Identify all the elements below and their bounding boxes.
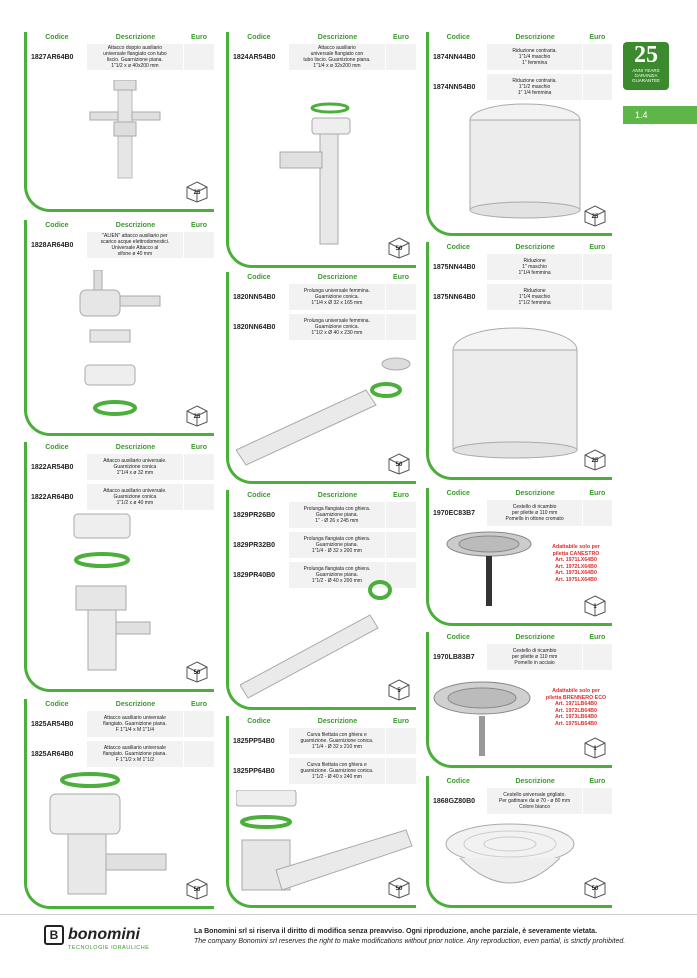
section-number: 1.4 bbox=[623, 106, 697, 124]
package-quantity-box bbox=[186, 661, 208, 683]
product-price bbox=[582, 44, 612, 70]
product-row bbox=[27, 232, 214, 258]
footer-divider bbox=[0, 914, 697, 915]
card-header bbox=[27, 442, 214, 453]
product-row bbox=[229, 728, 416, 754]
disclaimer-english: The company Bonomini srl reserves the right to make modifications without prior notice. Any reproduction, even partial, is strictly prohibited. bbox=[194, 938, 626, 945]
product-price bbox=[582, 788, 612, 814]
product-code: 1829PR32B0 bbox=[233, 541, 276, 549]
product-image-1822 bbox=[70, 510, 180, 680]
product-code: 1827AR64B0 bbox=[31, 53, 74, 61]
header-code: Codice bbox=[45, 444, 69, 451]
product-price bbox=[385, 314, 416, 340]
compatibility-note: Adattabile solo per piletta CANESTRO Art. 1971LX64B0 Art. 1972LX64B0 Art. 1973LX64B0 Art. 1975LX64B0 bbox=[552, 544, 600, 583]
guarantee-badge bbox=[623, 42, 669, 90]
product-description: Attacco ausiliario universale flangiato con tubo liscio. Guarnizione piana. 1"1/4 x ø 32x200 mm bbox=[289, 44, 386, 70]
product-row bbox=[229, 758, 416, 784]
product-row bbox=[27, 484, 214, 510]
product-description: Attacco ausiliario universale. Guarnizione conica 1"1/2 x ø 40 mm bbox=[87, 484, 184, 510]
product-description: Riduzione 1"1/4 maschio 1"1/2 femmina bbox=[487, 284, 582, 310]
product-code: 1825PP64B0 bbox=[233, 767, 275, 775]
badge-text: ANNI YEARS GARANZIA GUARANTEE bbox=[631, 68, 660, 83]
badge-number: 25 bbox=[634, 42, 658, 68]
card-header bbox=[229, 32, 416, 43]
package-quantity: 50 bbox=[193, 887, 201, 893]
header-euro: Euro bbox=[393, 274, 409, 281]
product-description: Attacco ausiliario universale flangiato. Guarnizione piana. F 1"1/4 x M 1"1/4 bbox=[87, 711, 184, 737]
compatibility-note: Adattabile solo per piletta BRENNERO ECO Art. 1971LB64B0 Art. 1972LB64B0 Art. 1973LB64B0 Art. 1975LB64B0 bbox=[545, 688, 607, 727]
product-price bbox=[183, 44, 214, 70]
product-row bbox=[229, 502, 416, 528]
header-desc: Descrizione bbox=[115, 34, 156, 41]
product-description: Riduzione contraria. 1"1/2 maschio 1" 1/4 femmina bbox=[487, 74, 582, 100]
product-image-1829 bbox=[240, 570, 400, 700]
package-quantity: 25 bbox=[591, 458, 599, 464]
product-description: Prolunga universale femmina. Guarnizione conica. 1"1/4 x Ø 32 x 165 mm bbox=[289, 284, 386, 310]
product-code: 1874NN54B0 bbox=[433, 83, 476, 91]
product-description: Prolunga flangiata con ghiera. Guarnizione piana. 1" - Ø 26 x 245 mm bbox=[289, 502, 386, 528]
header-euro: Euro bbox=[191, 34, 207, 41]
header-euro: Euro bbox=[393, 34, 409, 41]
product-image-1875 bbox=[440, 320, 590, 460]
product-description: Attacco ausiliario universale. Guarnizione conica 1"1/4 x ø 32 mm bbox=[87, 454, 184, 480]
package-quantity-box bbox=[584, 877, 606, 899]
product-code: 1825AR64B0 bbox=[31, 750, 74, 758]
header-desc: Descrizione bbox=[317, 274, 358, 281]
product-price bbox=[582, 254, 612, 280]
product-row bbox=[229, 314, 416, 340]
product-row bbox=[429, 254, 612, 280]
card-header bbox=[429, 776, 612, 787]
product-image-1874 bbox=[460, 100, 590, 220]
product-row bbox=[229, 532, 416, 558]
card-header bbox=[27, 220, 214, 231]
brand-logo bbox=[44, 925, 164, 959]
product-code: 1829PR26B0 bbox=[233, 511, 276, 519]
package-quantity: 50 bbox=[395, 246, 403, 252]
header-desc: Descrizione bbox=[515, 244, 555, 251]
product-description: Prolunga flangiata con ghiera. Guarnizione piana. 1"1/4 - Ø 32 x 200 mm bbox=[289, 532, 386, 558]
header-desc: Descrizione bbox=[317, 718, 358, 725]
product-row bbox=[27, 741, 214, 767]
product-price bbox=[183, 232, 214, 258]
product-description: Attacco ausiliario universale flangiato. Guarnizione piana. F 1"1/2 x M 1"1/2 bbox=[87, 741, 184, 767]
product-row bbox=[429, 74, 612, 100]
product-code: 1822AR54B0 bbox=[31, 463, 74, 471]
product-price bbox=[385, 284, 416, 310]
product-row bbox=[429, 644, 612, 670]
product-price bbox=[385, 44, 416, 70]
header-euro: Euro bbox=[589, 490, 606, 497]
card-header bbox=[429, 488, 612, 499]
header-code: Codice bbox=[45, 34, 69, 41]
header-desc: Descrizione bbox=[115, 701, 156, 708]
header-euro: Euro bbox=[393, 718, 409, 725]
product-price bbox=[385, 728, 416, 754]
header-euro: Euro bbox=[191, 222, 207, 229]
header-code: Codice bbox=[446, 34, 470, 41]
package-quantity: 50 bbox=[395, 462, 403, 468]
header-euro: Euro bbox=[191, 701, 207, 708]
package-quantity: 25 bbox=[193, 414, 201, 420]
product-image-double-attacco bbox=[70, 80, 180, 180]
package-quantity: 1 bbox=[593, 604, 597, 610]
package-quantity-box bbox=[186, 181, 208, 203]
product-description: "ALIEN" attacco ausiliario per scarico acque elettrodomestici. Universale Attacco al sifone ø 40 mm bbox=[87, 232, 184, 258]
product-price bbox=[582, 74, 612, 100]
package-quantity-box bbox=[388, 237, 410, 259]
package-quantity-box bbox=[584, 595, 606, 617]
product-price bbox=[385, 502, 416, 528]
header-code: Codice bbox=[446, 634, 470, 641]
header-code: Codice bbox=[446, 778, 470, 785]
package-quantity: 5 bbox=[397, 688, 401, 694]
package-quantity-box bbox=[584, 737, 606, 759]
header-desc: Descrizione bbox=[515, 634, 555, 641]
product-description: Cestello di ricambio per pilette ø 110 mm Pomello in acciaio bbox=[487, 644, 582, 670]
product-code: 1825AR54B0 bbox=[31, 720, 74, 728]
header-euro: Euro bbox=[589, 34, 606, 41]
header-code: Codice bbox=[45, 701, 69, 708]
product-code: 1875NN64B0 bbox=[433, 293, 476, 301]
product-price bbox=[183, 741, 214, 767]
product-description: Cestello di ricambio per pilette ø 110 mm Pomello in ottone cromato bbox=[487, 500, 582, 526]
product-description: Riduzione contraria. 1"1/4 maschio 1" femmina bbox=[487, 44, 582, 70]
product-image-alien bbox=[70, 270, 190, 420]
product-row bbox=[27, 44, 214, 70]
card-header bbox=[429, 632, 612, 643]
product-price bbox=[183, 484, 214, 510]
header-code: Codice bbox=[446, 244, 470, 251]
product-code: 1824AR54B0 bbox=[233, 53, 276, 61]
product-code: 1820NN64B0 bbox=[233, 323, 276, 331]
product-price bbox=[582, 284, 612, 310]
header-code: Codice bbox=[247, 492, 271, 499]
product-code: 1868GZ80B0 bbox=[433, 797, 476, 805]
header-euro: Euro bbox=[393, 492, 409, 499]
card-header bbox=[429, 242, 612, 253]
product-description: Curva filettata con ghiera e guarnizione. Guarnizione conica. 1"1/2 - Ø 40 x 240 mm bbox=[289, 758, 386, 784]
header-desc: Descrizione bbox=[317, 492, 358, 499]
product-code: 1970LB83B7 bbox=[433, 653, 475, 661]
logo-name: bonomini bbox=[68, 926, 140, 943]
product-row bbox=[27, 454, 214, 480]
product-code: 1825PP54B0 bbox=[233, 737, 275, 745]
product-code: 1829PR40B0 bbox=[233, 571, 276, 579]
product-code: 1828AR64B0 bbox=[31, 241, 74, 249]
header-euro: Euro bbox=[589, 634, 606, 641]
package-quantity: 50 bbox=[193, 670, 201, 676]
header-desc: Descrizione bbox=[115, 222, 156, 229]
product-description: Prolunga universale femmina. Guarnizione conica. 1"1/2 x Ø 40 x 230 mm bbox=[289, 314, 386, 340]
product-description: Curva filettata con ghiera e guarnizione. Guarnizione conica. 1"1/4 - Ø 32 x 210 mm bbox=[289, 728, 386, 754]
header-desc: Descrizione bbox=[317, 34, 358, 41]
product-price bbox=[385, 758, 416, 784]
product-code: 1874NN44B0 bbox=[433, 53, 476, 61]
product-image-1825 bbox=[40, 770, 190, 900]
header-euro: Euro bbox=[589, 778, 606, 785]
header-code: Codice bbox=[247, 274, 271, 281]
product-image-1824 bbox=[250, 102, 360, 252]
product-row bbox=[27, 711, 214, 737]
header-code: Codice bbox=[247, 718, 271, 725]
logo-mark: B bbox=[44, 925, 64, 945]
product-image-1970lb bbox=[432, 676, 542, 766]
header-desc: Descrizione bbox=[515, 34, 555, 41]
product-row bbox=[229, 284, 416, 310]
card-header bbox=[229, 272, 416, 283]
header-desc: Descrizione bbox=[515, 778, 555, 785]
package-quantity: 1 bbox=[593, 746, 597, 752]
product-image-1820 bbox=[236, 350, 416, 470]
card-header bbox=[27, 699, 214, 710]
logo-tagline: TECNOLOGIE IDRAULICHE bbox=[68, 945, 150, 951]
product-row bbox=[429, 284, 612, 310]
product-image-1970ec bbox=[444, 530, 544, 620]
package-quantity: 50 bbox=[591, 886, 599, 892]
product-row bbox=[429, 788, 612, 814]
product-price bbox=[582, 644, 612, 670]
product-description: Attacco doppio ausiliario universale flangiato con tubo liscio. Guarnizione piana. 1"1/2 x ø 40x200 mm bbox=[87, 44, 184, 70]
header-euro: Euro bbox=[191, 444, 207, 451]
product-code: 1822AR64B0 bbox=[31, 493, 74, 501]
product-code: 1970EC83B7 bbox=[433, 509, 476, 517]
card-header bbox=[229, 716, 416, 727]
product-description: Riduzione 1" maschio 1"1/4 femmina bbox=[487, 254, 582, 280]
card-header bbox=[27, 32, 214, 43]
header-desc: Descrizione bbox=[515, 490, 555, 497]
product-code: 1820NN54B0 bbox=[233, 293, 276, 301]
package-quantity: 25 bbox=[591, 214, 599, 220]
product-price bbox=[183, 454, 214, 480]
header-euro: Euro bbox=[589, 244, 606, 251]
product-description: Prolunga flangiata con ghiera. Guarnizione piana. 1"1/2 - Ø 40 x 200 mm bbox=[289, 562, 386, 588]
product-code: 1875NN44B0 bbox=[433, 263, 476, 271]
product-price bbox=[183, 711, 214, 737]
product-price bbox=[582, 500, 612, 526]
product-price bbox=[385, 532, 416, 558]
header-desc: Descrizione bbox=[115, 444, 156, 451]
product-row bbox=[429, 44, 612, 70]
card-header bbox=[229, 490, 416, 501]
header-code: Codice bbox=[45, 222, 69, 229]
card-header bbox=[429, 32, 612, 43]
product-row bbox=[429, 500, 612, 526]
package-quantity: 50 bbox=[395, 886, 403, 892]
package-quantity: 25 bbox=[193, 190, 201, 196]
product-image-1868 bbox=[440, 818, 580, 898]
product-row bbox=[229, 44, 416, 70]
product-description: Cestello universale grigliato. Per gattinare da ø 70 - ø 80 mm Colore bianco bbox=[487, 788, 582, 814]
disclaimer-italian: La Bonomini srl si riserva il diritto di modifica senza preavviso. Ogni riproduzione, anche parziale, è severamente vietata. bbox=[194, 928, 598, 935]
header-code: Codice bbox=[446, 490, 470, 497]
header-code: Codice bbox=[247, 34, 271, 41]
product-image-1825pp bbox=[236, 790, 416, 900]
